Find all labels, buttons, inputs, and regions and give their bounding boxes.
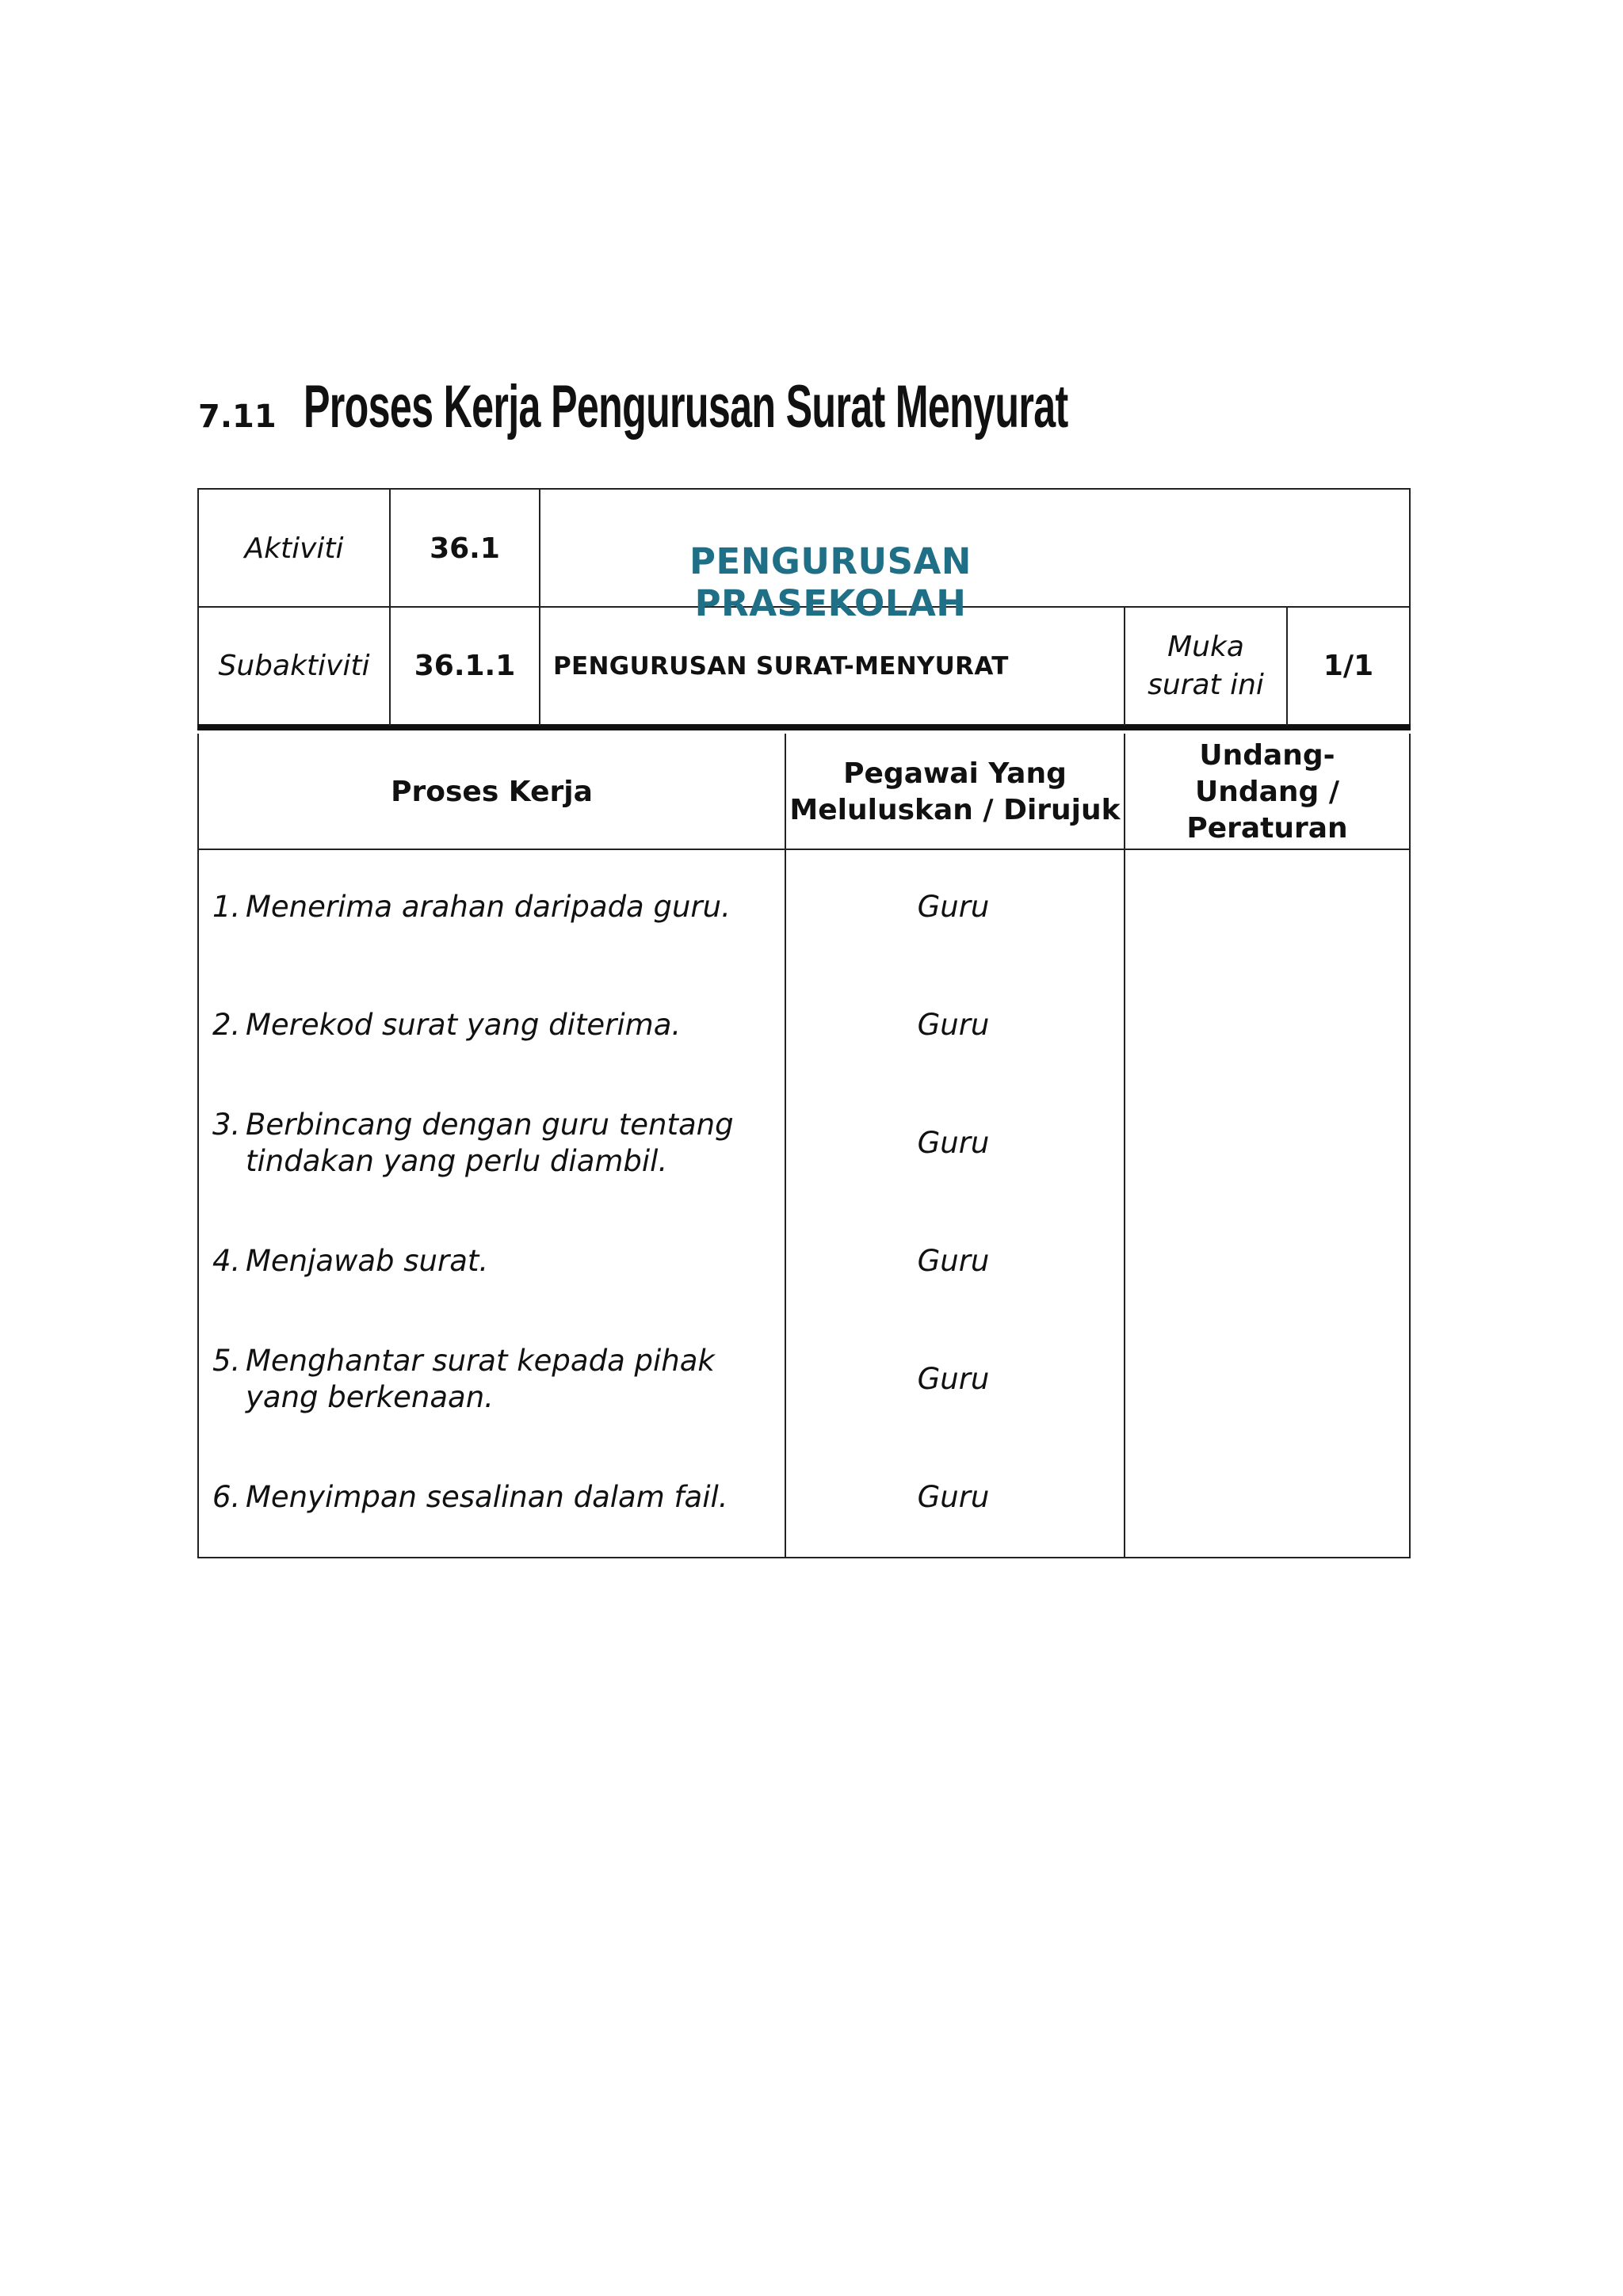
section-title: Proses Kerja Pengurusan Surat Menyurat xyxy=(303,373,1068,441)
process-step-2 xyxy=(212,1007,767,1043)
process-col-line-2 xyxy=(1124,734,1125,1558)
pegawai-cell: Guru xyxy=(917,1480,990,1514)
header-undang-line-1: Undang- xyxy=(1199,738,1335,772)
section-heading xyxy=(198,372,1461,444)
process-step-5 xyxy=(212,1343,767,1416)
aktiviti-label: Aktiviti xyxy=(244,532,344,565)
pegawai-cell: Guru xyxy=(917,1126,990,1160)
header-undang-line-2: Undang / xyxy=(1194,775,1339,808)
step-number: 4. xyxy=(212,1244,241,1278)
step-number: 5. xyxy=(212,1344,241,1378)
step-text-line-2: yang berkenaan. xyxy=(246,1380,494,1414)
header-pegawai-line-2: Meluluskan / Dirujuk xyxy=(789,793,1121,826)
process-step-4 xyxy=(212,1243,767,1280)
info-bottom-rule xyxy=(197,724,1411,730)
pegawai-cell: Guru xyxy=(917,890,990,924)
step-number: 1. xyxy=(212,890,241,924)
step-text: Menghantar surat kepada pihak xyxy=(246,1344,715,1378)
pegawai-cell: Guru xyxy=(917,1008,990,1042)
subaktiviti-title: PENGURUSAN SURAT-MENYURAT xyxy=(553,651,1009,681)
section-number: 7.11 xyxy=(198,399,277,435)
pegawai-cell: Guru xyxy=(917,1244,990,1278)
aktiviti-code: 36.1 xyxy=(430,532,500,565)
step-number: 3. xyxy=(212,1108,241,1142)
step-text: Merekod surat yang diterima. xyxy=(246,1008,682,1042)
process-step-6 xyxy=(212,1479,767,1516)
muka-surat-label xyxy=(1125,608,1286,724)
header-proses-kerja: Proses Kerja xyxy=(391,776,593,808)
pegawai-cell: Guru xyxy=(917,1362,990,1396)
step-text-line-2: tindakan yang perlu diambil. xyxy=(246,1144,668,1178)
info-col-line-2 xyxy=(539,488,540,726)
aktiviti-title: PENGURUSAN PRASEKOLAH xyxy=(689,540,972,624)
step-text: Menyimpan sesalinan dalam fail. xyxy=(246,1480,728,1514)
header-undang xyxy=(1125,735,1409,849)
muka-surat-value: 1/1 xyxy=(1323,650,1374,682)
header-pegawai-line-1: Pegawai Yang xyxy=(843,757,1067,790)
step-number: 2. xyxy=(212,1008,241,1042)
process-step-3 xyxy=(212,1107,767,1180)
subaktiviti-code: 36.1.1 xyxy=(414,650,516,682)
process-header-divider xyxy=(197,849,1411,850)
step-text: Menjawab surat. xyxy=(246,1244,489,1278)
muka-label-line-2: surat ini xyxy=(1148,668,1264,701)
muka-label-line-1: Muka xyxy=(1167,630,1244,663)
subaktiviti-label: Subaktiviti xyxy=(218,650,370,682)
header-pegawai xyxy=(786,735,1124,849)
step-text: Berbincang dengan guru tentang xyxy=(246,1108,734,1142)
step-number: 6. xyxy=(212,1480,241,1514)
step-text: Menerima arahan daripada guru. xyxy=(246,890,731,924)
process-step-1 xyxy=(212,889,767,925)
header-undang-line-3: Peraturan xyxy=(1186,811,1348,845)
